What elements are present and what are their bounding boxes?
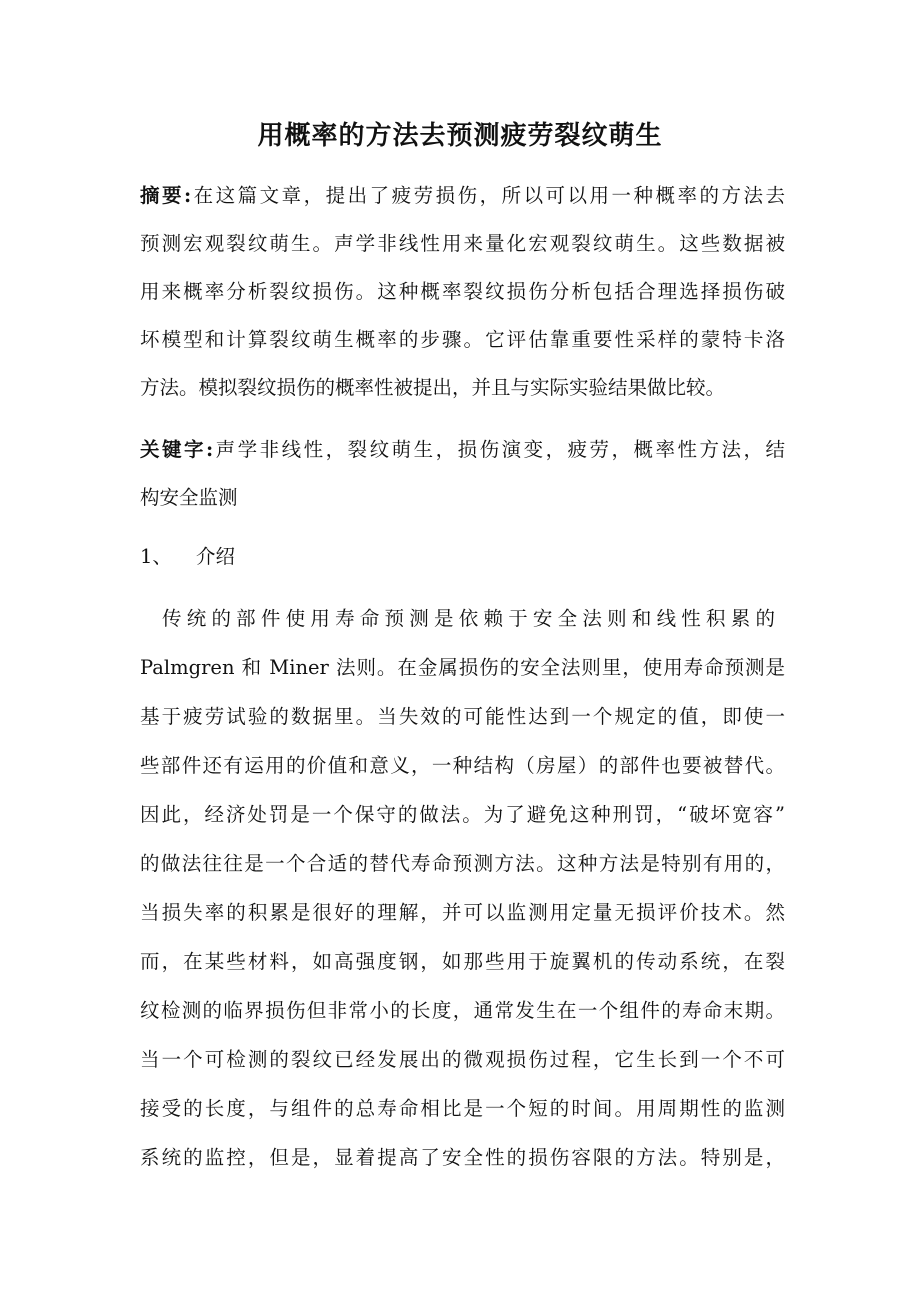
keywords-line-2: 构安全监测 (140, 486, 238, 509)
body-line-1: 传统的部件使用寿命预测是依赖于安全法则和线性积累的 (162, 607, 775, 630)
body-line-11: 接受的长度，与组件的总寿命相比是一个短的时间。用周期性的监测 (140, 1097, 785, 1120)
body-line-12: 系统的监控，但是，显着提高了安全性的损伤容限的方法。特别是， (140, 1146, 785, 1169)
body-line-8: 而，在某些材料，如高强度钢，如那些用于旋翼机的传动系统，在裂 (140, 950, 785, 973)
body-line-4: 些部件还有运用的价值和意义，一种结构（房屋）的部件也要被替代。 (140, 754, 785, 777)
body-line-9: 纹检测的临界损伤但非常小的长度，通常发生在一个组件的寿命末期。 (140, 999, 785, 1022)
keywords-text: 声学非线性，裂纹萌生，损伤演变，疲劳，概率性方法，结 (213, 438, 785, 461)
abstract-line-2: 预测宏观裂纹萌生。声学非线性用来量化宏观裂纹萌生。这些数据被 (140, 232, 785, 255)
body-line-6: 的做法往往是一个合适的替代寿命预测方法。这种方法是特别有用的， (140, 852, 785, 875)
body-line-3: 基于疲劳试验的数据里。当失效的可能性达到一个规定的值，即使一 (140, 705, 785, 728)
abstract-label: 摘要: (140, 184, 192, 207)
abstract-line-5: 方法。模拟裂纹损伤的概率性被提出，并且与实际实验结果做比较。 (140, 376, 726, 399)
body-line-5: 因此，经济处罚是一个保守的做法。为了避免这种刑罚，“破坏宽容” (140, 803, 785, 826)
abstract-line-3: 用来概率分析裂纹损伤。这种概率裂纹损伤分析包括合理选择损伤破 (140, 280, 785, 303)
section-title: 介绍 (196, 545, 236, 568)
abstract-line-4: 坏模型和计算裂纹萌生概率的步骤。它评估靠重要性采样的蒙特卡洛 (140, 328, 785, 351)
keywords-line-1 (140, 437, 785, 463)
section-number: 1、 (140, 545, 172, 568)
abstract-line-1 (140, 183, 785, 209)
body-line-7: 当损失率的积累是很好的理解，并可以监测用定量无损评价技术。然 (140, 901, 785, 924)
keywords-label: 关键字: (140, 438, 214, 461)
body-line-10: 当一个可检测的裂纹已经发展出的微观损伤过程，它生长到一个不可 (140, 1048, 785, 1071)
body-line-2: Palmgren 和 Miner 法则。在金属损伤的安全法则里，使用寿命预测是 (140, 656, 785, 679)
abstract-text: 在这篇文章，提出了疲劳损伤，所以可以用一种概率的方法去 (191, 184, 785, 207)
document-title: 用概率的方法去预测疲劳裂纹萌生 (257, 121, 663, 151)
